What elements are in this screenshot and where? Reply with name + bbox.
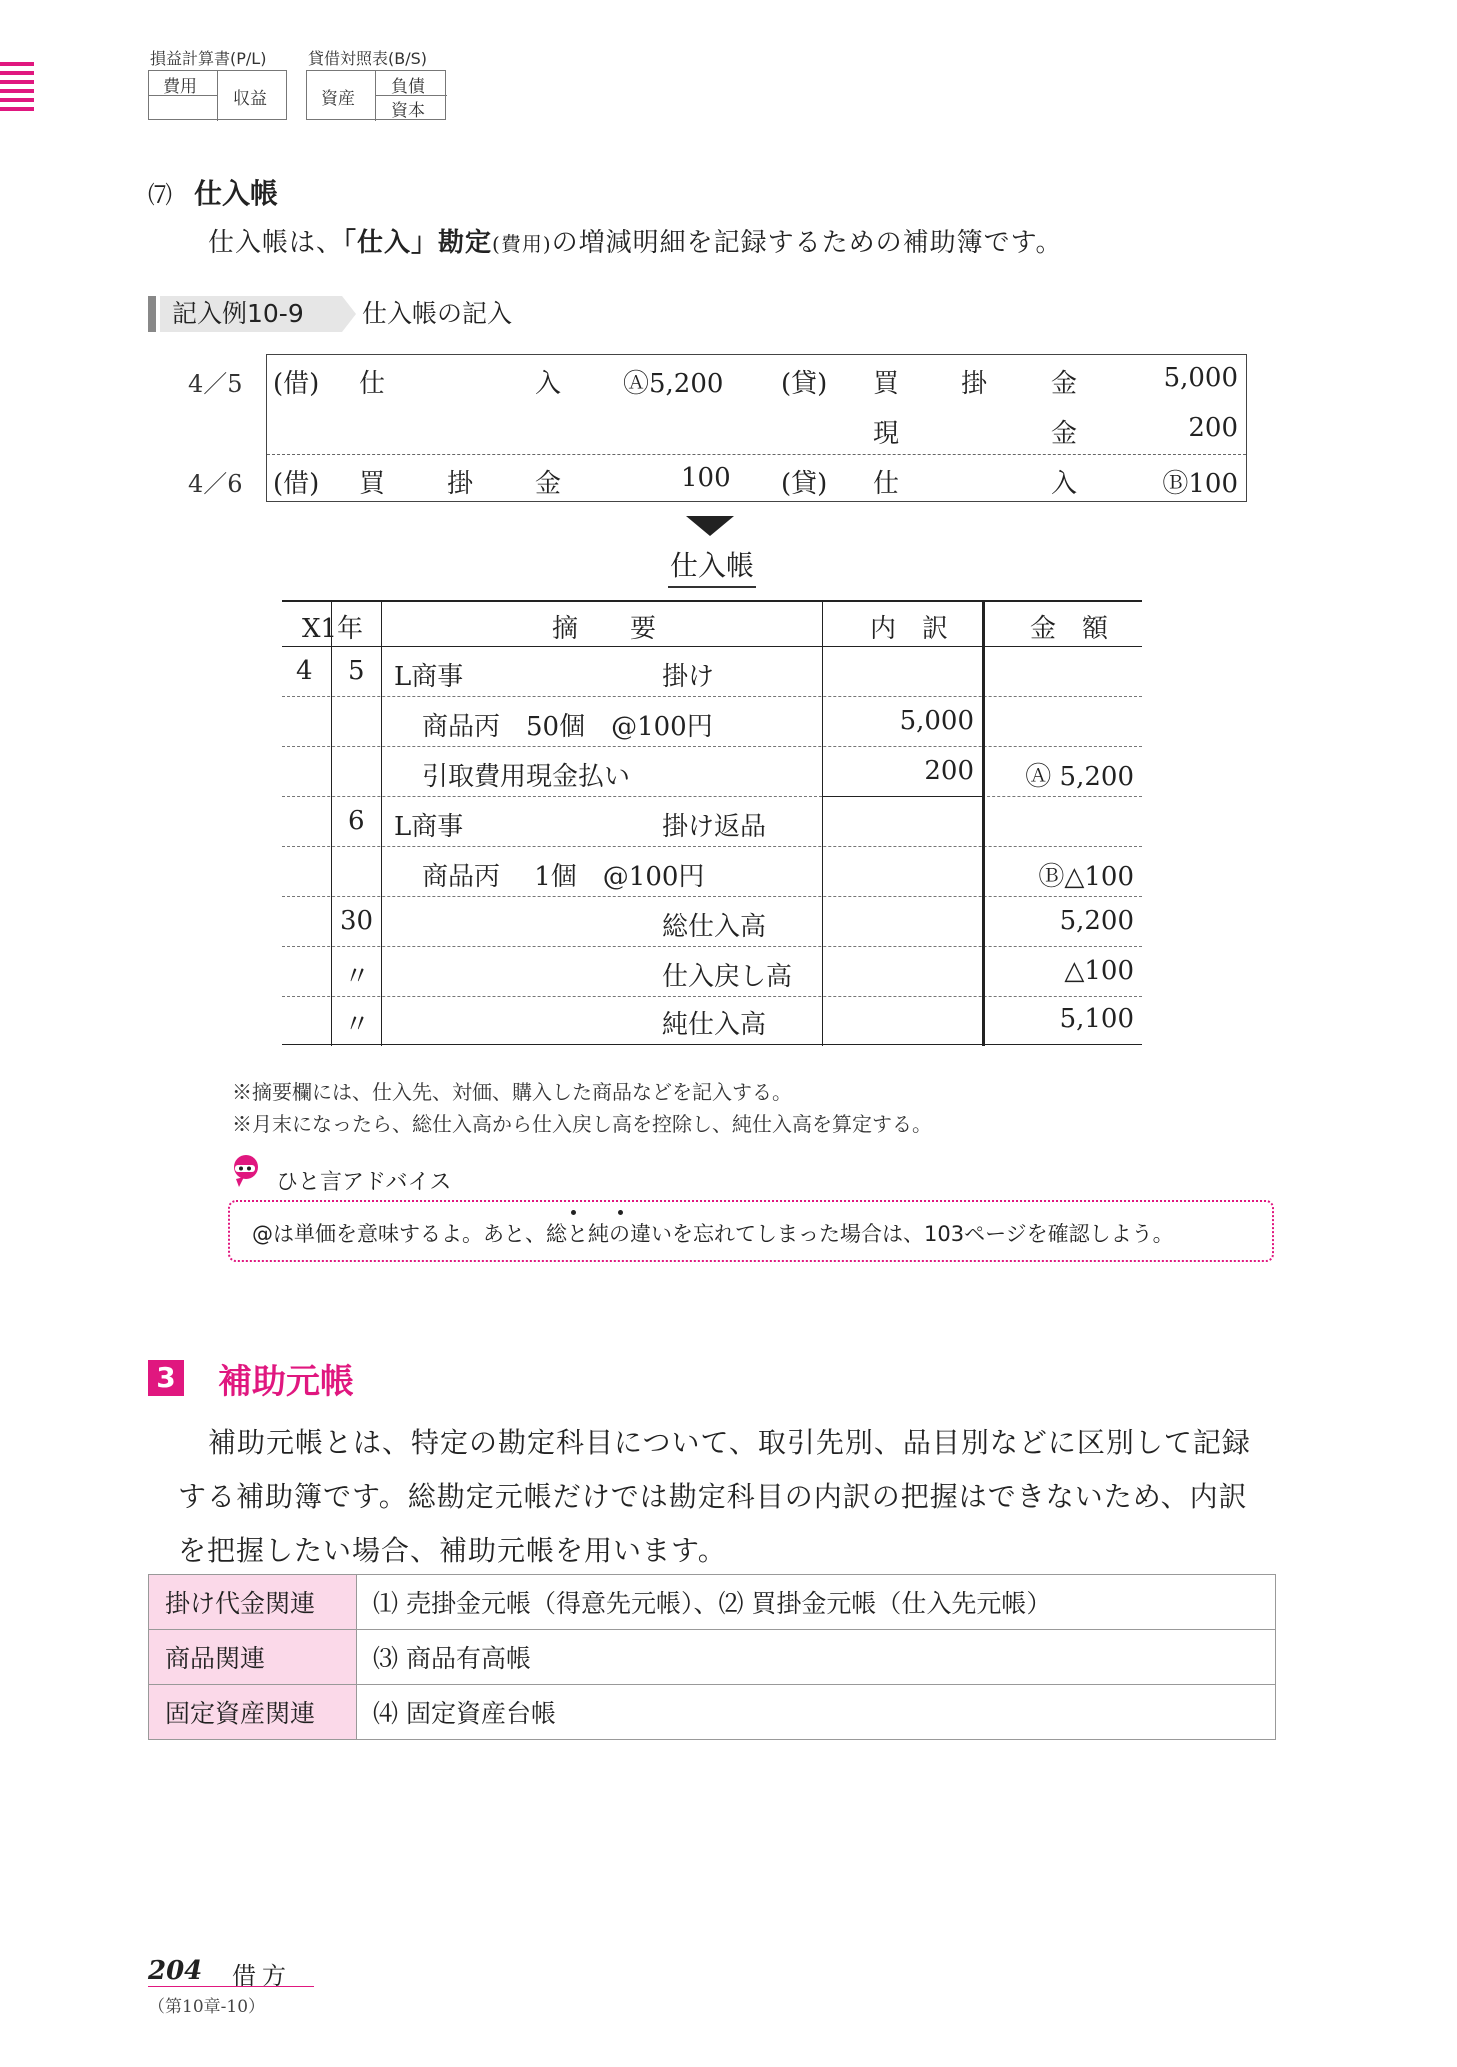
cr-account-a-3: 仕 [873, 469, 900, 499]
pl-label: 損益計算書(P/L) [150, 49, 267, 68]
ledger-desc-left: 商品丙 1個 @100円 [422, 862, 705, 892]
col-desc: 摘 要 [552, 614, 657, 644]
example-bar [148, 296, 156, 332]
cr-amount-3: Ⓑ100 [1162, 469, 1238, 499]
journal-box [266, 354, 1247, 502]
ledger-desc-left: 商品丙 50個 @100円 [422, 712, 713, 742]
bs-label: 貸借対照表(B/S) [308, 49, 428, 68]
ledger-desc-left: 引取費用現金払い [422, 762, 631, 792]
ledger-amount: 5,200 [1059, 906, 1134, 936]
chapter-ref: （第10章-10） [148, 1997, 266, 2017]
down-arrow-icon [686, 516, 734, 536]
category-cell: 商品関連 [149, 1630, 357, 1685]
ledger-day: 6 [348, 806, 365, 836]
journal-divider [267, 454, 1246, 455]
subsidiary-ledger-table [148, 1574, 1276, 1740]
cr-account-c-3: 入 [1051, 469, 1078, 499]
col-amount: 金 額 [1030, 614, 1109, 644]
section-title-text: 仕入帳 [194, 177, 279, 210]
ledger-day: 5 [348, 656, 365, 686]
category-cell: 固定資産関連 [149, 1685, 357, 1740]
category-cell: 掛け代金関連 [149, 1575, 357, 1630]
col-year: X1年 [302, 614, 364, 644]
ledger-amount: 5,100 [1059, 1004, 1134, 1034]
ledger-desc-right: 総仕入高 [662, 912, 767, 942]
cr-account-a: 買 [873, 369, 900, 399]
note-1: ※摘要欄には、仕入先、対価、購入した商品などを記入する。 [232, 1080, 792, 1104]
emphasis-dot [571, 1210, 576, 1215]
section-badge: 3 [148, 1360, 184, 1396]
ledger-title: 仕入帳 [668, 544, 756, 588]
revenue-cell: 収益 [233, 89, 267, 109]
bs-mini-table [306, 70, 446, 120]
section3-line: を把握したい場合、補助元帳を用います。 [178, 1534, 727, 1567]
emphasis-dot [618, 1210, 623, 1215]
cr-mark: (貸) [781, 369, 828, 399]
table-row [149, 1685, 1276, 1740]
capital-cell: 資本 [391, 101, 425, 121]
example-title: 仕入帳の記入 [362, 299, 513, 328]
journal-date-2: 4／6 [188, 470, 243, 498]
assets-cell: 資産 [321, 89, 355, 109]
intro-paragraph [208, 222, 1063, 259]
items-cell: ⑴ 売掛金元帳（得意先元帳）、⑵ 買掛金元帳（仕入先元帳） [357, 1575, 1276, 1630]
journal-date-1: 4／5 [188, 370, 243, 398]
para-small: (費用) [492, 232, 552, 256]
ledger-desc-left: L商事 [394, 812, 464, 842]
cr-account-b: 掛 [961, 369, 988, 399]
chapter-tab-stripes [0, 62, 34, 116]
expense-cell: 費用 [163, 77, 197, 97]
advisor-icon [229, 1153, 265, 1191]
dr-account-b: 入 [535, 369, 562, 399]
ledger-amount: Ⓑ△100 [1038, 862, 1134, 892]
section-title [148, 172, 278, 212]
table-row [149, 1575, 1276, 1630]
example-arrow [342, 296, 356, 332]
section3-title: 補助元帳 [218, 1362, 354, 1402]
pl-mini-table [148, 70, 287, 120]
ledger-day: 30 [340, 906, 374, 936]
ledger-amount: △100 [1064, 956, 1134, 986]
para-lead: 仕入帳は、 [208, 228, 344, 258]
table-row [149, 1630, 1276, 1685]
dr-amount-3: 100 [681, 463, 731, 493]
ledger-desc-right: 掛け [662, 662, 715, 692]
ledger-month: 4 [296, 656, 313, 686]
example-label: 記入例10-9 [160, 296, 342, 332]
ledger-day: 〃 [344, 962, 371, 992]
cr-account-c: 金 [1051, 369, 1078, 399]
advice-text: @は単価を意味するよ。あと、総と純の違いを忘れてしまった場合は、103ページを確認しよう。 [252, 1222, 1174, 1246]
page-number: 204 [148, 1956, 203, 1986]
ledger-desc-left: L商事 [394, 662, 464, 692]
ledger-day: 〃 [344, 1010, 371, 1040]
section-number: ⑺ [148, 181, 172, 209]
cr-account-a-2: 現 [873, 419, 900, 449]
footer-rule [148, 1986, 314, 1987]
section3-line: する補助簿です。総勘定元帳だけでは勘定科目の内訳の把握はできないため、内訳 [178, 1480, 1248, 1513]
ledger-detail: 5,000 [899, 706, 974, 736]
dr-account-a-3: 買 [359, 469, 386, 499]
ledger-desc-right: 仕入戻し高 [662, 962, 793, 992]
dr-amount: Ⓐ5,200 [623, 369, 724, 399]
dr-account-b-3: 掛 [447, 469, 474, 499]
cr-mark-3: (貸) [781, 469, 828, 499]
col-detail: 内 訳 [870, 614, 949, 644]
dr-account-c-3: 金 [535, 469, 562, 499]
ledger-amount: Ⓐ 5,200 [1025, 762, 1134, 792]
items-cell: ⑶ 商品有高帳 [357, 1630, 1276, 1685]
advice-title: ひと言アドバイス [276, 1170, 452, 1195]
liabilities-cell: 負債 [391, 77, 425, 97]
para-account: 「仕入」勘定 [343, 228, 493, 258]
para-rest: の増減明細を記録するための補助簿です。 [551, 228, 1063, 258]
section3-paragraph [178, 1416, 1288, 1578]
page-side-label: 借方 [232, 1962, 292, 1990]
section3-line: 補助元帳とは、特定の勘定科目について、取引先別、品目別などに区別して記録 [208, 1426, 1251, 1459]
dr-account-a: 仕 [359, 369, 386, 399]
cr-account-c-2: 金 [1051, 419, 1078, 449]
note-2: ※月末になったら、総仕入高から仕入戻し高を控除し、純仕入高を算定する。 [232, 1112, 932, 1136]
dr-mark: (借) [273, 369, 320, 399]
items-cell: ⑷ 固定資産台帳 [357, 1685, 1276, 1740]
ledger-desc-right: 掛け返品 [662, 812, 767, 842]
ledger-detail: 200 [924, 756, 974, 786]
dr-mark-3: (借) [273, 469, 320, 499]
ledger-desc-right: 純仕入高 [662, 1010, 767, 1040]
purchase-ledger-table [282, 600, 1142, 1042]
cr-amount-2: 200 [1188, 413, 1238, 443]
cr-amount: 5,000 [1163, 363, 1238, 393]
